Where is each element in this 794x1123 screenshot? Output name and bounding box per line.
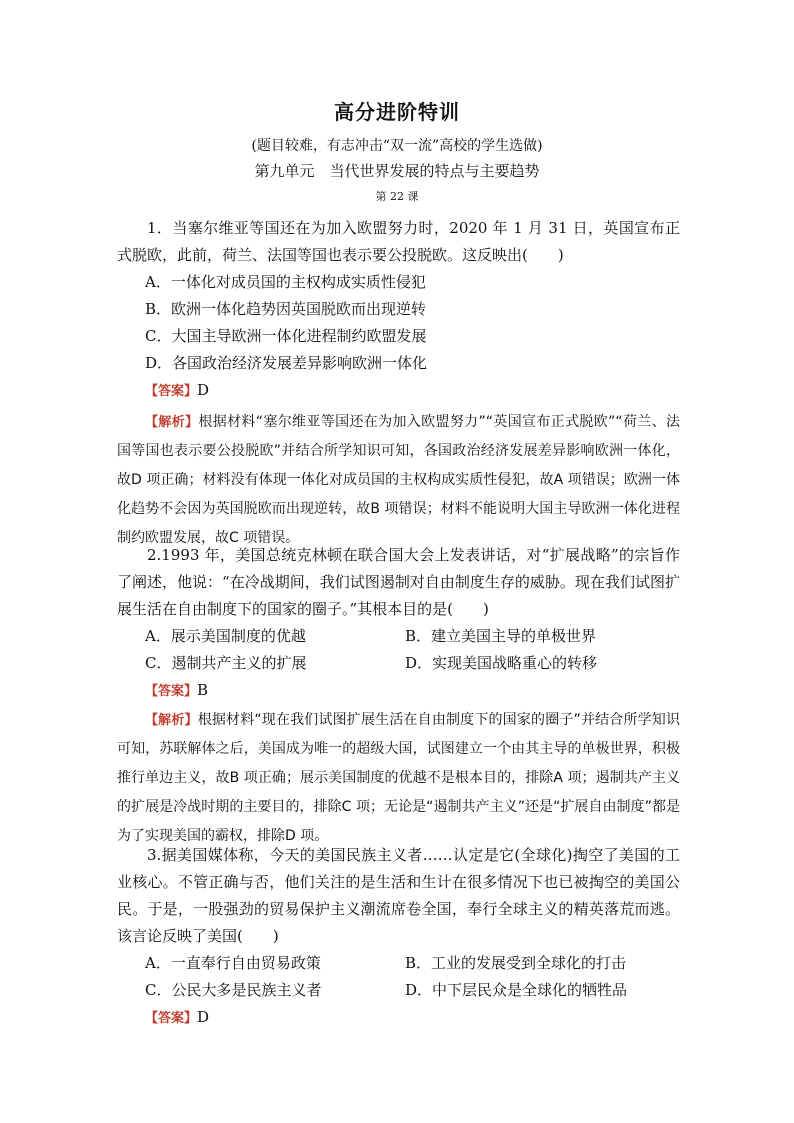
question-1 (117, 215, 680, 405)
answer-line (117, 377, 680, 405)
question-stem: 2.1993 年，美国总统克林顿在联合国大会上发表讲话，对“扩展战略”的宗旨作了阐述，他说：“在冷战期间，我们试图遏制对自由制度生存的威胁。现在我们试图扩展生活在自由制度下的国家的圈子。”其根本目的是( ) (117, 546, 680, 618)
analysis-text (117, 408, 680, 553)
option-row (117, 650, 680, 677)
answer-tag: 【答案】 (145, 384, 198, 399)
analysis-body: 根据材料“现在我们试图扩展生活在自由制度下的国家的圈子”并结合所学知识可知，苏联解体之后，美国成为唯一的超级大国，试图建立一个由其主导的单极世界，积极推行单边主义，故B 项正确；展示美国制度的优越不是根本目的，排除A 项；遏制共产主义的扩展是冷战时期的主要目的，排除C 项；无论是“遏制共产主义”还是“扩展自由制度”都是为了实现美国的霸权，排除D 项。 (117, 712, 680, 844)
option-a: A．一体化对成员国的主权构成实质性侵犯 (145, 273, 426, 291)
option-c: C．公民大多是民族主义者 (145, 981, 322, 999)
analysis-2 (117, 706, 680, 851)
option-row (117, 950, 680, 977)
option-row (117, 977, 680, 1004)
question-2 (117, 542, 680, 705)
unit-heading: 第九单元 当代世界发展的特点与主要趋势 (254, 162, 540, 180)
option-a: A．展示美国制度的优越 (145, 627, 306, 645)
option-row (117, 623, 680, 650)
option-d: D．实现美国战略重心的转移 (405, 654, 598, 672)
lesson-heading: 第 22 课 (375, 190, 419, 203)
page-title: 高分进阶特训 (334, 100, 460, 124)
answer-value: D (197, 381, 210, 399)
answer-tag: 【答案】 (145, 684, 198, 699)
answer-line (117, 677, 680, 705)
question-stem: 1．当塞尔维亚等国还在为加入欧盟努力时，2020 年 1 月 31 日，英国宣布正式脱欧，此前，荷兰、法国等国也表示要公投脱欧。这反映出( ) (117, 219, 680, 264)
question-3 (117, 842, 680, 1032)
option-c: C．大国主导欧洲一体化进程制约欧盟发展 (145, 327, 427, 345)
answer-value: B (197, 681, 209, 699)
analysis-tag: 【解析】 (145, 415, 199, 430)
answer-value: D (197, 1008, 210, 1026)
page-subtitle: (题目较难，有志冲击“双一流”高校的学生选做) (251, 138, 543, 154)
answer-line (117, 1004, 680, 1032)
question-stem: 3.据美国媒体称，今天的美国民族主义者……认定是它(全球化)掏空了美国的工业核心。不管正确与否，他们关注的是生活和生计在很多情况下也已被掏空的美国公民。于是，一股强劲的贸易保护主义潮流席卷全国，奉行全球主义的精英落荒而逃。该言论反映了美国( ) (117, 846, 680, 945)
option-c: C．遏制共产主义的扩展 (145, 654, 307, 672)
option-b: B．欧洲一体化趋势因英国脱欧而出现逆转 (145, 300, 427, 318)
analysis-text (117, 706, 680, 851)
answer-tag: 【答案】 (145, 1011, 198, 1026)
option-b: B．工业的发展受到全球化的打击 (405, 954, 627, 972)
analysis-1 (117, 408, 680, 553)
option-a: A．一直奉行自由贸易政策 (145, 954, 321, 972)
option-b: B．建立美国主导的单极世界 (405, 627, 597, 645)
analysis-body: 根据材料“塞尔维亚等国还在为加入欧盟努力”“英国宣布正式脱欧”“荷兰、法国等国也表示要公投脱欧”并结合所学知识可知，各国政治经济发展差异影响欧洲一体化，故D 项正确；材料没有体现一体化对成员国的主权构成实质性侵犯，故A 项错误；欧洲一体化趋势不会因为英国脱欧而出现逆转，故B 项错误；材料不能说明大国主导欧洲一体化进程制约欧盟发展，故C 项错误。 (117, 414, 680, 546)
option-d: D．各国政治经济发展差异影响欧洲一体化 (145, 354, 428, 372)
option-d: D．中下层民众是全球化的牺牲品 (405, 981, 628, 999)
analysis-tag: 【解析】 (145, 713, 198, 728)
